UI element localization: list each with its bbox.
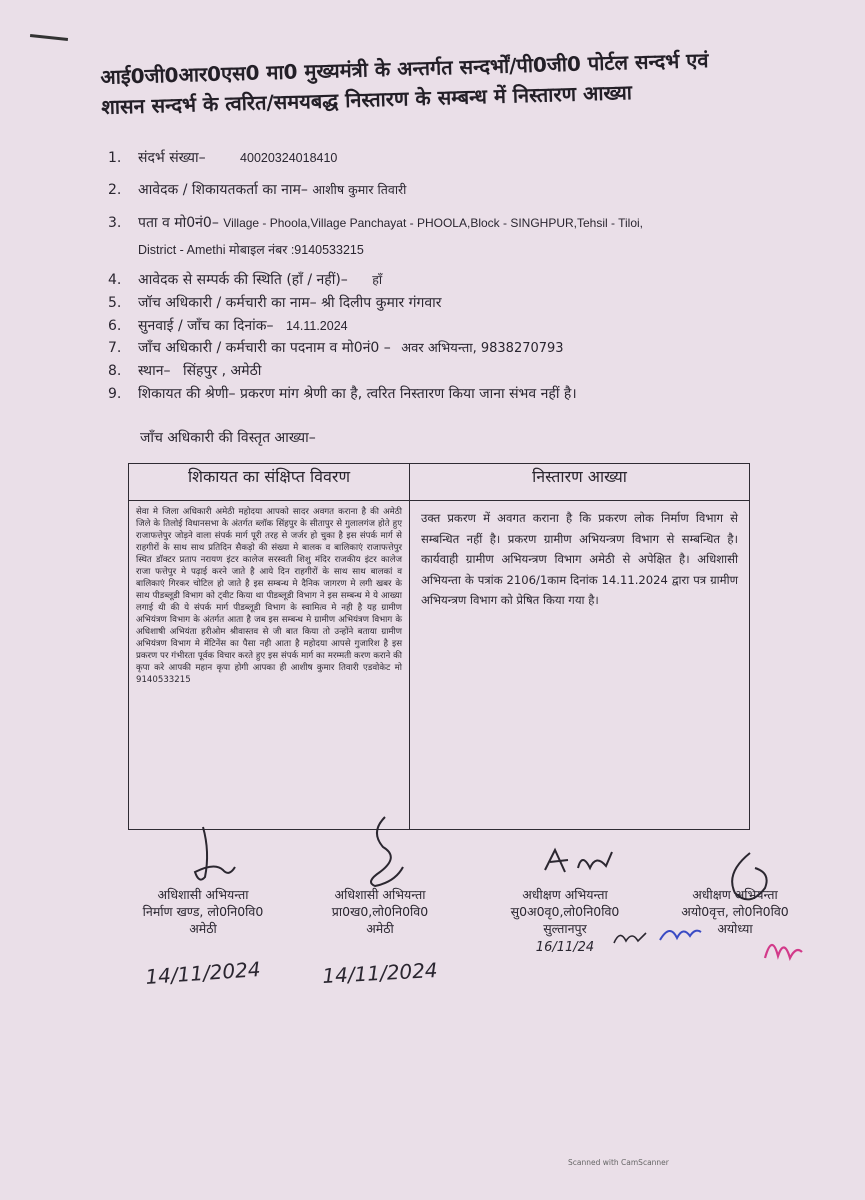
signature-scribble-3: [540, 842, 620, 882]
detailed-report-heading: जॉंच अधिकारी की विस्तृत आख्या–: [140, 430, 316, 446]
field-label: स्थान–: [138, 363, 171, 379]
column-header-complaint: शिकायत का संक्षिप्त विवरण: [129, 464, 410, 501]
resolution-cell: [410, 501, 750, 830]
signature-date: 14/11/2024: [321, 958, 439, 989]
signature-scribble-1: [185, 822, 245, 892]
field-value: श्री दिलीप कुमार गंगवार: [321, 295, 442, 311]
pen-mark: [30, 34, 68, 41]
field-reference-number: [108, 148, 337, 167]
table-row: [129, 501, 750, 830]
signature-scribble-2: [355, 812, 415, 892]
field-number: 5.: [108, 295, 122, 311]
field-number: 2.: [108, 182, 122, 198]
field-complaint-category: [108, 384, 577, 403]
field-value: सिंहपुर , अमेठी: [182, 363, 262, 379]
field-hearing-date: [108, 316, 348, 335]
field-label: सुनवाई / जॉंच का दिनांक–: [138, 318, 274, 334]
field-label: शिकायत की श्रेणी–: [138, 386, 236, 402]
field-value: 14.11.2024: [285, 319, 348, 333]
signature-district: सुल्तानपुर: [543, 921, 587, 936]
signature-office: प्रा0ख0,लो0नि0वि0: [331, 904, 429, 919]
field-location: [108, 361, 261, 380]
field-number: 7.: [108, 340, 122, 356]
signature-date: 14/11/2024: [144, 957, 262, 989]
signature-office: सु0अ0वृ0,लो0नि0वि0: [510, 904, 620, 919]
field-applicant-name: [108, 180, 406, 199]
field-label: आवेदक / शिकायतकर्ता का नाम–: [138, 182, 308, 198]
table-header-row: [129, 464, 750, 501]
signature-office: निर्माण खण्ड, लो0नि0वि0: [142, 904, 264, 919]
signature-block-1: [128, 886, 278, 989]
field-number: 9.: [108, 386, 122, 402]
signature-title: अधीक्षण अभियन्ता: [522, 887, 608, 902]
field-number: 1.: [108, 150, 122, 166]
signature-district: अयोध्या: [717, 921, 753, 936]
field-label: जॉच अधिकारी / कर्मचारी का नाम–: [138, 295, 317, 311]
signature-title: अधिशासी अभियन्ता: [334, 887, 426, 902]
field-officer-name: [108, 293, 442, 312]
field-label: जॉंच अधिकारी / कर्मचारी का पदनाम व मो0नं0 –: [138, 340, 391, 356]
field-value-line-1: Village - Phoola,Village Panchayat - PHOOLA,Block - SINGHPUR,Tehsil - Tiloi,: [223, 216, 644, 230]
field-contact-status: [108, 270, 382, 289]
column-header-resolution: निस्तारण आख्या: [410, 464, 750, 501]
field-number: 4.: [108, 272, 122, 288]
title-line-2: शासन सन्दर्भ के त्वरित/समयबद्ध निस्तारण के सम्बन्ध में निस्तारण आख्या: [100, 80, 633, 119]
summary-table: [128, 463, 750, 830]
signature-date: 16/11/24: [535, 940, 595, 955]
field-value: अवर अभियन्ता, 9838270793: [401, 341, 564, 356]
field-number: 6.: [108, 318, 122, 334]
field-value: हॉं: [372, 272, 383, 287]
field-number: 8.: [108, 363, 122, 379]
field-officer-designation: [108, 338, 564, 357]
complaint-text: सेवा मे जिला अधिकारी अमेठी महोदया आपको सादर अवगत कराना है की अमेठी जिले के तिलोई विधानसभा के अंतर्गत ब्लॉक सिंहपुर के सीतापुर से गुलालगंज होते हुए राजाफत्तेपुर जोड़ने वाला संपर्क मार्ग पूरी तरह से जर्जर हो चुका है इस संपर्क मार्ग से राहगीरों के साथ साथ प्रतिदिन सैकड़ो की संख्या मे बालक व बालिकाएं राजाफत्तेपुर स्थित डॉक्टर प्रताप नरायण इंटर कालेज सरस्वती शिशु मंदिर राजकीय इंटर कालेज राजा फत्तेपुर मे पढ़ाई करने जाते है आये दिन राहगीरों के साथ साथ बालकां व बालिकाएं गिरकर चोटिल हो जाते है इस सम्बन्ध मे दैनिक जागरण मे लगी खबर के साथ पीडब्लूडी विभाग को ट्वीट किया था पीडब्लूडी विभाग ने इस सम्बन्ध मे ये आख्या लगाई थी की ये संपर्क मार्ग पीडब्लूडी विभाग के स्वामित्व मे नही है यह ग्रामीण अभियंत्रण विभाग के अंतर्गत आता है जब इस सम्बन्ध मे ग्रामीण अभियंत्रण विभाग के अधिशाषी अभियंता हरीओम श्रीवास्तव से जी बात किया तो उन्होंने बताया ग्रामीण अभियंत्रण विभाग मे मेंटिनेंस का पैसा नही आता है महोदया आपसे गुजारिश है इस प्रकरण पर गंभीरता पूर्वक विचार करते हुए इस संपर्क मार्ग का मरम्मती करण कराने की कृपा करे आपकी महान कृपा होगी आपका ही आशीष कुमार तिवारी एडवोकेट मो 9140533215: [136, 507, 402, 685]
signature-district: अमेठी: [189, 921, 217, 936]
signature-block-3: [490, 886, 640, 956]
field-label: संदर्भ संख्या–: [138, 150, 206, 166]
signature-district: अमेठी: [366, 921, 394, 936]
document-title: [100, 42, 801, 122]
complaint-cell: [129, 501, 410, 830]
field-address-line-2: District - Amethi मोबाइल नंबर :9140533215: [138, 243, 364, 257]
field-label: पता व मो0नं0–: [138, 215, 219, 231]
signature-title: अधीक्षण अभियन्ता: [692, 887, 778, 902]
signature-office: अयो0वृत्त, लो0नि0वि0: [681, 904, 789, 919]
field-number: 3.: [108, 215, 122, 231]
title-line-1: आई0जी0आर0एस0 मा0 मुख्यमंत्री के अन्तर्गत सन्दर्भों/पी0जी0 पोर्टल सन्दर्भ एवं: [100, 48, 709, 89]
scanner-watermark: Scanned with CamScanner: [568, 1158, 669, 1167]
field-value: प्रकरण मांग श्रेणी का है, त्वरित निस्तारण किया जाना संभव नहीं है।: [240, 386, 577, 402]
signature-title: अधिशासी अभियन्ता: [157, 887, 249, 902]
resolution-text: उक्त प्रकरण में अवगत कराना है कि प्रकरण लोक निर्माण विभाग से सम्बन्धित नहीं है। प्रकरण ग्रामीण अभियन्त्रण विभाग से सम्बन्धित है। कार्यवाही ग्रामीण अभियन्त्रण विभाग अमेठी से अपेक्षित है। अधिशासी अभियन्ता के पत्रांक 2106/1काम दिनांक 14.11.2024 द्वारा पत्र ग्रामीण अभियन्त्रण विभाग को प्रेषित किया गया है।: [421, 511, 738, 608]
signature-block-2: [310, 886, 450, 989]
signature-block-4: [660, 886, 810, 937]
field-label: आवेदक से सम्पर्क की स्थिति (हॉं / नहीं)–: [138, 272, 348, 288]
field-address: [108, 213, 643, 232]
field-value: आशीष कुमार तिवारी: [312, 182, 407, 197]
field-value: 40020324018410: [240, 151, 338, 165]
